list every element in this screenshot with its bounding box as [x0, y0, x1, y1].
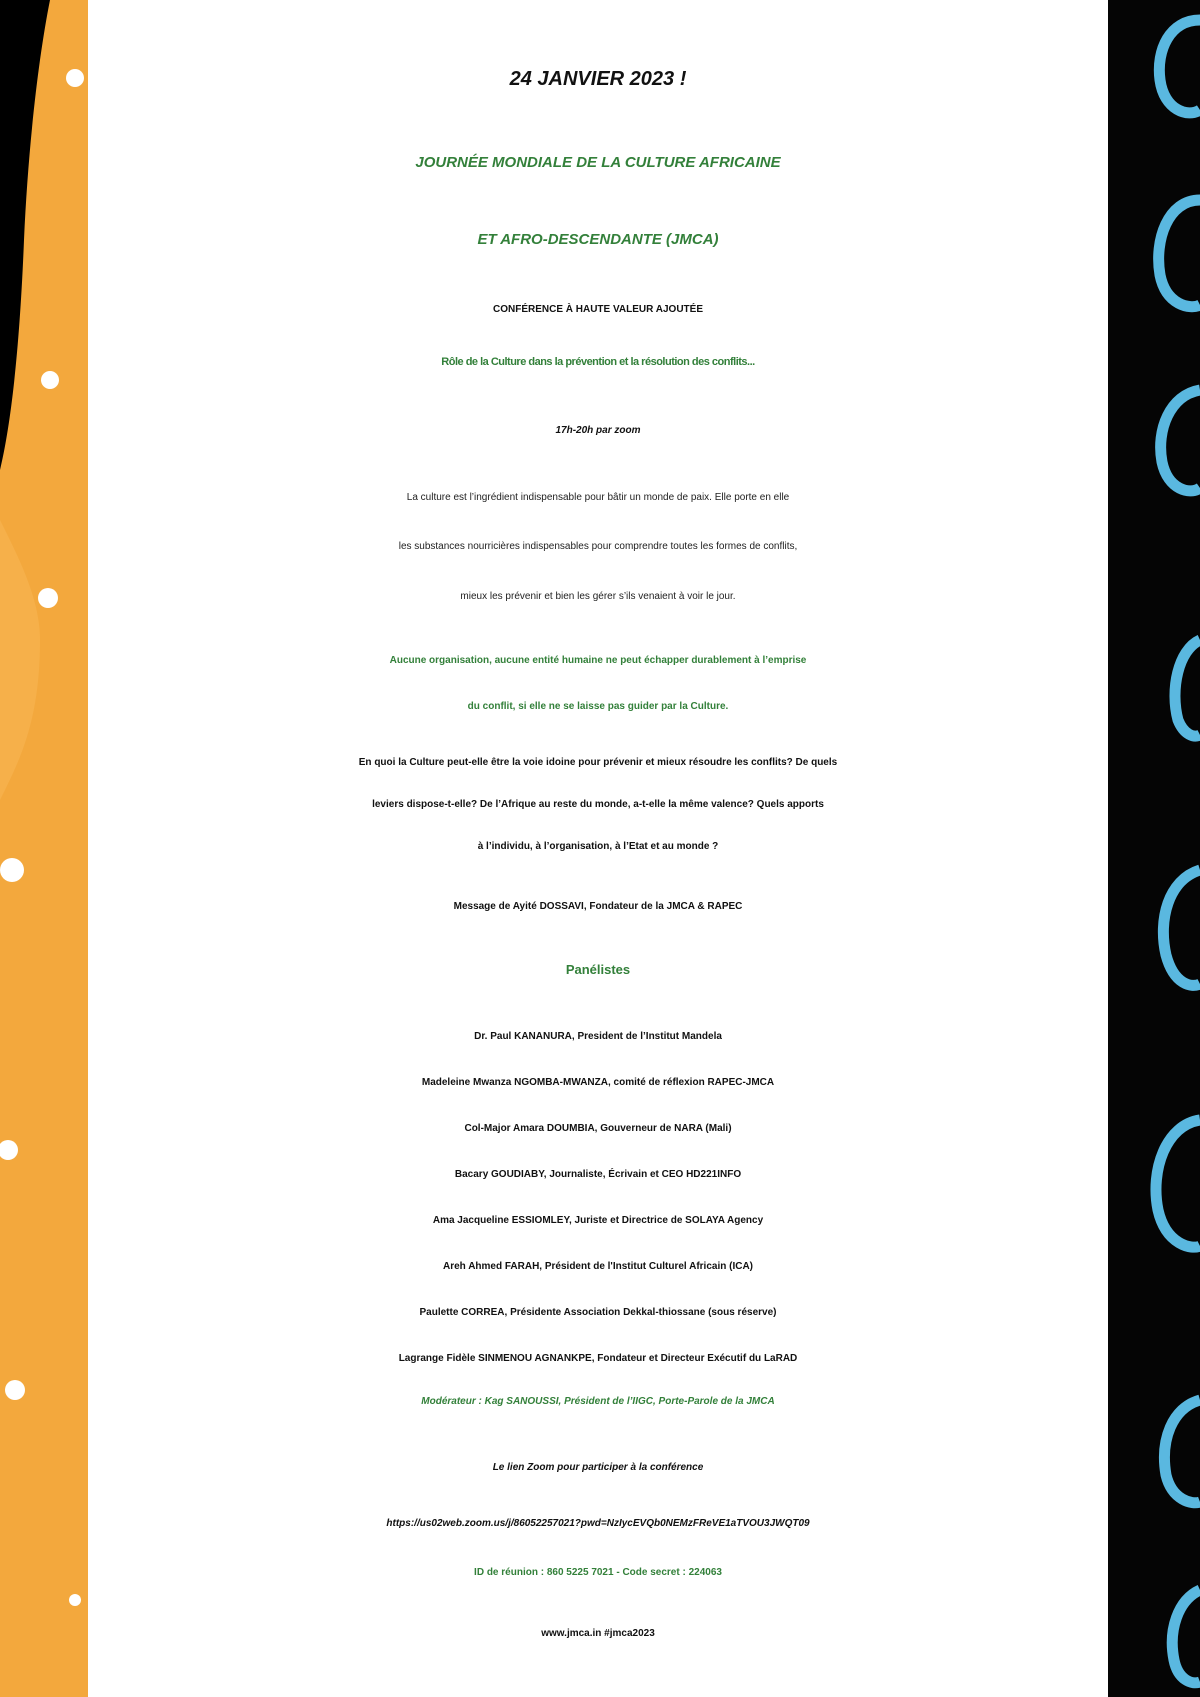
founder-message: Message de Ayité DOSSAVI, Fondateur de la JMCA & RAPEC: [453, 901, 743, 912]
conference-theme: Rôle de la Culture dans la prévention et la résolution des conflits...: [441, 356, 755, 368]
zoom-label: Le lien Zoom pour participer à la conférence: [492, 1462, 704, 1473]
highlight-line-2: du conflit, si elle ne se laisse pas guider par la Culture.: [467, 701, 729, 712]
panelists-heading: Panélistes: [565, 962, 631, 977]
highlight-line-1: Aucune organisation, aucune entité humaine ne peut échapper durablement à l’emprise: [389, 655, 807, 666]
left-decorative-border: [0, 0, 88, 1697]
right-decorative-border: [1108, 0, 1200, 1697]
intro-line-3: mieux les prévenir et bien les gérer s’ils venaient à voir le jour.: [460, 591, 736, 602]
schedule: 17h-20h par zoom: [555, 425, 641, 436]
event-date: 24 JANVIER 2023 !: [509, 68, 687, 90]
panelist-item: Col-Major Amara DOUMBIA, Gouverneur de NARA (Mali): [464, 1123, 732, 1134]
panelist-item: Paulette CORREA, Présidente Association Dekkal-thiossane (sous réserve): [419, 1307, 777, 1318]
intro-line-1: La culture est l’ingrédient indispensable pour bâtir un monde de paix. Elle porte en elle: [406, 492, 790, 503]
panelist-item: Areh Ahmed FARAH, Président de l'Institut Culturel Africain (ICA): [443, 1261, 753, 1272]
panelist-item: Ama Jacqueline ESSIOMLEY, Juriste et Directrice de SOLAYA Agency: [432, 1215, 764, 1226]
conference-label: CONFÉRENCE À HAUTE VALEUR AJOUTÉE: [492, 304, 703, 315]
moderator: Modérateur : Kag SANOUSSI, Président de l’IIGC, Porte-Parole de la JMCA: [421, 1396, 775, 1407]
panelist-item: Lagrange Fidèle SINMENOU AGNANKPE, Fondateur et Directeur Exécutif du LaRAD: [398, 1353, 798, 1364]
panelist-item: Dr. Paul KANANURA, President de l’Institut Mandela: [474, 1031, 722, 1042]
intro-line-2: les substances nourricières indispensables pour comprendre toutes les formes de conflits,: [398, 541, 798, 552]
question-line-3: à l’individu, à l’organisation, à l’Etat et au monde ?: [477, 841, 719, 852]
zoom-link[interactable]: https://us02web.zoom.us/j/86052257021?pwd=NzIycEVQb0NEMzFReVE1aTVOU3JWQT09: [386, 1518, 810, 1529]
flyer-panel: [88, 0, 1108, 1697]
title-line-2: ET AFRO-DESCENDANTE (JMCA): [477, 231, 719, 248]
footer-website: www.jmca.in #jmca2023: [541, 1628, 655, 1639]
question-line-2: leviers dispose-t-elle? De l’Afrique au reste du monde, a-t-elle la même valence? Quels apports: [372, 799, 824, 810]
panelist-item: Bacary GOUDIABY, Journaliste, Écrivain et CEO HD221INFO: [454, 1169, 742, 1180]
meeting-info: ID de réunion : 860 5225 7021 - Code secret : 224063: [474, 1567, 722, 1578]
title-line-1: JOURNÉE MONDIALE DE LA CULTURE AFRICAINE: [415, 154, 781, 171]
panelist-item: Madeleine Mwanza NGOMBA-MWANZA, comité de réflexion RAPEC-JMCA: [421, 1077, 775, 1088]
question-line-1: En quoi la Culture peut-elle être la voie idoine pour prévenir et mieux résoudre les conflits? De quels: [358, 757, 838, 768]
